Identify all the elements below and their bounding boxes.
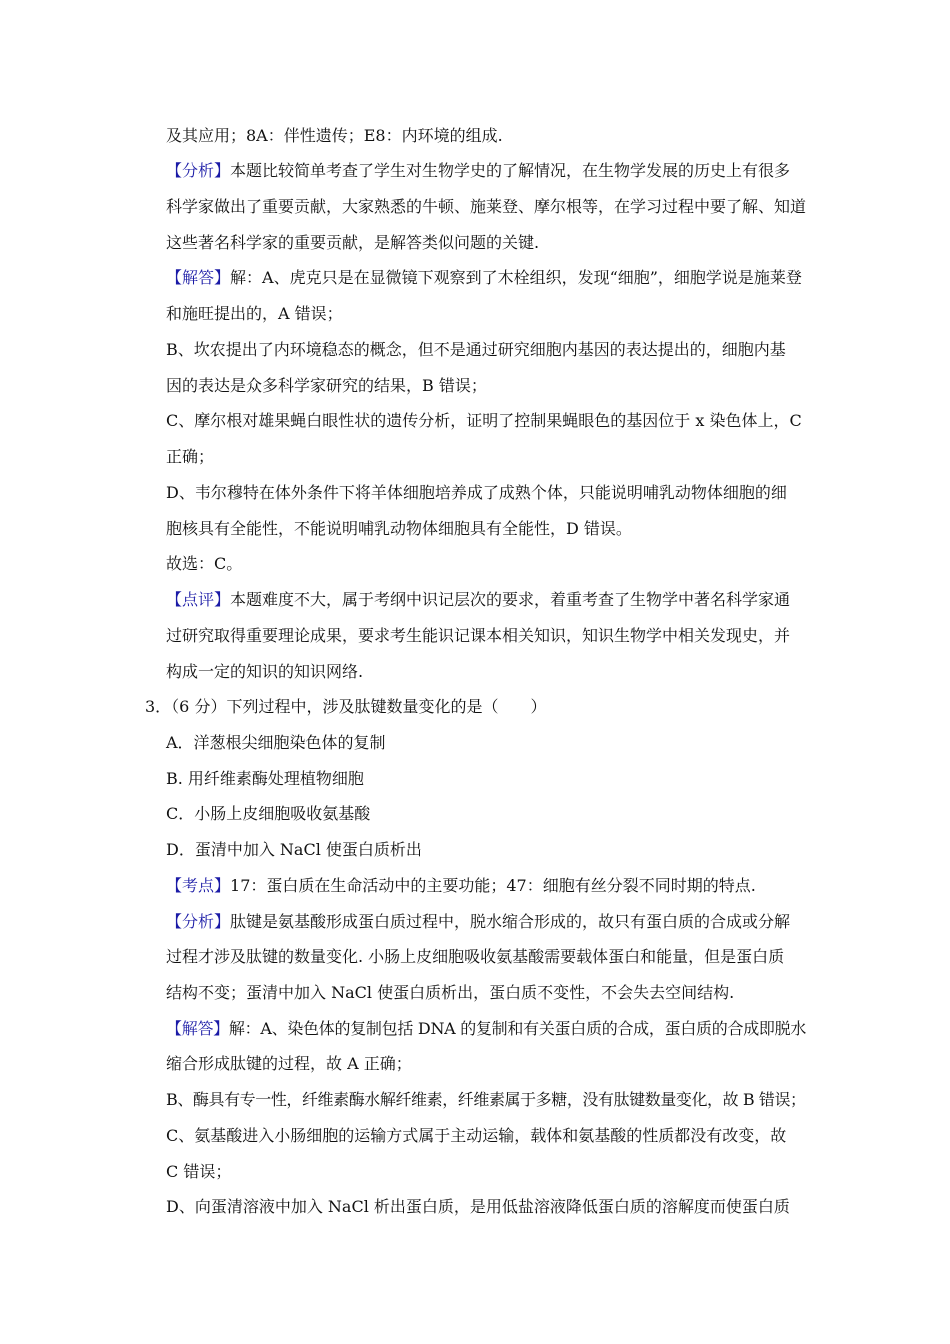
answer-text: C、氨基酸进入小肠细胞的运输方式属于主动运输，载体和氨基酸的性质都没有改变，故 [166, 1126, 787, 1145]
comment-line [166, 625, 806, 647]
answer-line [166, 375, 806, 397]
analysis-tag: 【分析】 [166, 912, 231, 931]
analysis-line [166, 196, 806, 218]
option-b [166, 768, 806, 790]
comment-text: 构成一定的知识的知识网络. [166, 662, 364, 681]
answer-text: B、酶具有专一性，纤维素酶水解纤维素，纤维素属于多糖，没有肽键数量变化，故 B 错误； [166, 1090, 806, 1109]
answer-line [166, 1089, 806, 1111]
answer-line [166, 446, 806, 468]
answer-line [166, 553, 806, 575]
answer-line [166, 267, 806, 289]
analysis-line [166, 160, 806, 182]
option-text: A．洋葱根尖细胞染色体的复制 [166, 733, 386, 752]
comment-text: 本题难度不大，属于考纲中识记层次的要求，着重考查了生物学中著名科学家通 [230, 590, 791, 609]
answer-text: B、坎农提出了内环境稳态的概念，但不是通过研究细胞内基因的表达提出的，细胞内基 [166, 340, 786, 359]
answer-text: D、向蛋清溶液中加入 NaCl 析出蛋白质，是用低盐溶液降低蛋白质的溶解度而使蛋白质 [166, 1197, 790, 1216]
answer-tag: 【解答】 [166, 268, 231, 287]
answer-line [166, 482, 806, 504]
answer-tag: 【解答】 [166, 1019, 229, 1038]
answer-text: 和施旺提出的，A 错误； [166, 304, 343, 323]
analysis-line [166, 982, 806, 1004]
analysis-line [166, 232, 806, 254]
answer-text: 胞核具有全能性，不能说明哺乳动物体细胞具有全能性，D 错误。 [166, 519, 632, 538]
analysis-line [166, 946, 806, 968]
kaodian-tail-text: 及其应用；8A：伴性遗传；E8：内环境的组成. [166, 126, 503, 145]
option-c [166, 803, 806, 825]
option-d [166, 839, 806, 861]
answer-line [166, 1053, 806, 1075]
answer-text: 因的表达是众多科学家研究的结果，B 错误； [166, 376, 487, 395]
answer-line [166, 410, 806, 432]
option-a [166, 732, 806, 754]
question-stem-text: 3．（6 分）下列过程中，涉及肽键数量变化的是（ ） [145, 697, 547, 716]
question-stem [145, 696, 785, 718]
comment-line [166, 589, 806, 611]
option-text: D．蛋清中加入 NaCl 使蛋白质析出 [166, 840, 422, 859]
analysis-text: 这些著名科学家的重要贡献，是解答类似问题的关键. [166, 233, 540, 252]
answer-line [166, 339, 806, 361]
answer-text: 故选：C。 [166, 554, 243, 573]
analysis-line [166, 911, 806, 933]
answer-line [166, 1161, 806, 1183]
answer-line [166, 1196, 806, 1218]
analysis-text: 科学家做出了重要贡献，大家熟悉的牛顿、施莱登、摩尔根等，在学习过程中要了解、知道 [166, 197, 807, 216]
kaodian-text: 17：蛋白质在生命活动中的主要功能；47：细胞有丝分裂不同时期的特点. [230, 876, 756, 895]
comment-line [166, 661, 806, 683]
answer-text: C、摩尔根对雄果蝇白眼性状的遗传分析，证明了控制果蝇眼色的基因位于 x 染色体上，C [166, 411, 802, 430]
analysis-text: 本题比较简单考查了学生对生物学史的了解情况，在生物学发展的历史上有很多 [230, 161, 791, 180]
option-text: B. 用纤维素酶处理植物细胞 [166, 769, 364, 788]
answer-line [166, 518, 806, 540]
analysis-tag: 【分析】 [166, 161, 231, 180]
analysis-text: 结构不变；蛋清中加入 NaCl 使蛋白质析出，蛋白质不变性，不会失去空间结构. [166, 983, 735, 1002]
answer-text: 缩合形成肽键的过程，故 A 正确； [166, 1054, 412, 1073]
kaodian-tag: 【考点】 [166, 876, 231, 895]
comment-tag: 【点评】 [166, 590, 231, 609]
analysis-text: 过程才涉及肽键的数量变化. 小肠上皮细胞吸收氨基酸需要载体蛋白和能量，但是蛋白质 [166, 947, 785, 966]
answer-text: 解：A、染色体的复制包括 DNA 的复制和有关蛋白质的合成，蛋白质的合成即脱水 [228, 1019, 807, 1038]
answer-line [166, 1018, 806, 1040]
answer-text: D、韦尔穆特在体外条件下将羊体细胞培养成了成熟个体，只能说明哺乳动物体细胞的细 [166, 483, 787, 502]
answer-text: 解：A、虎克只是在显微镜下观察到了木栓组织，发现“细胞”，细胞学说是施莱登 [230, 268, 802, 287]
analysis-text: 肽键是氨基酸形成蛋白质过程中，脱水缩合形成的，故只有蛋白质的合成或分解 [230, 912, 791, 931]
option-text: C．小肠上皮细胞吸收氨基酸 [166, 804, 371, 823]
answer-line [166, 303, 806, 325]
answer-text: 正确； [166, 447, 215, 466]
answer-text: C 错误； [166, 1162, 232, 1181]
kaodian-line [166, 875, 806, 897]
kaodian-tail [166, 125, 806, 147]
answer-line [166, 1125, 806, 1147]
comment-text: 过研究取得重要理论成果，要求考生能识记课本相关知识，知识生物学中相关发现史，并 [166, 626, 791, 645]
